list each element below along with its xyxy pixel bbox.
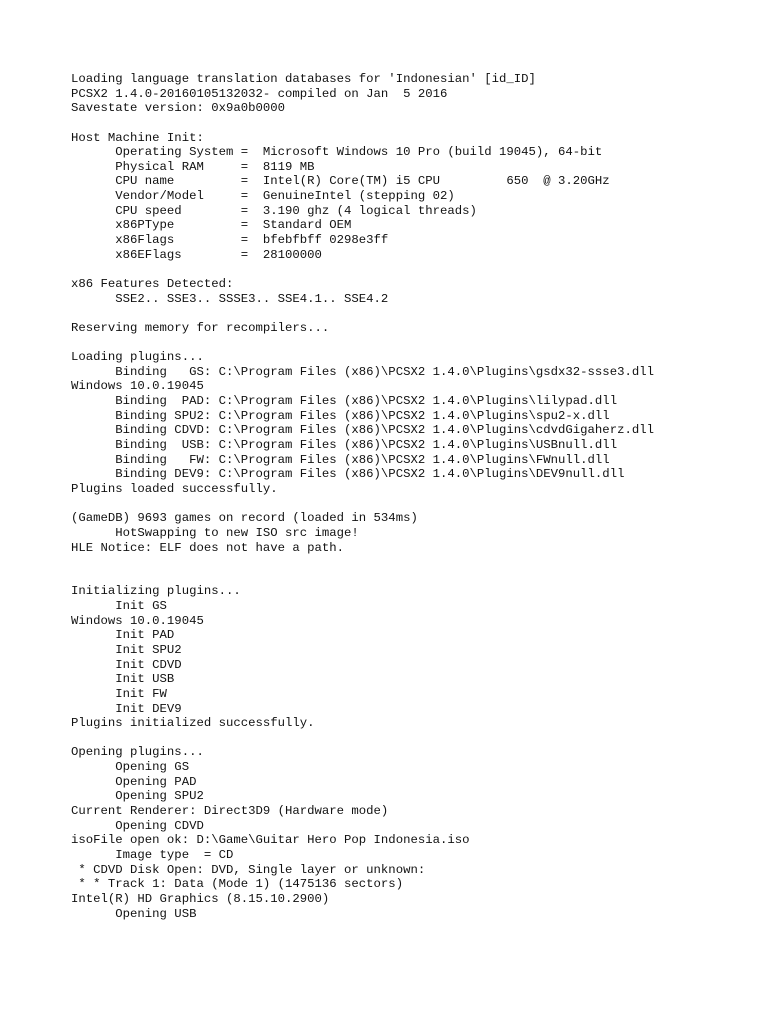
- log-line: Init DEV9: [71, 701, 182, 716]
- log-line: Opening plugins...: [71, 745, 204, 760]
- log-line: Intel(R) HD Graphics (8.15.10.2900): [71, 891, 330, 906]
- log-line: Current Renderer: Direct3D9 (Hardware mode): [71, 804, 389, 819]
- log-line: [71, 731, 751, 746]
- log-line: Binding USB: C:\Program Files (x86)\PCSX2 1.4.0\Plugins\USBnull.dll: [71, 438, 618, 453]
- log-line: Loading language translation databases for 'Indonesian' [id_ID]: [71, 72, 536, 86]
- log-line: Host Machine Init:: [71, 130, 204, 145]
- log-line: Opening GS: [71, 760, 190, 775]
- log-line: Plugins initialized successfully.: [71, 716, 315, 731]
- log-line: Loading plugins...: [71, 350, 204, 365]
- log-line: Init PAD: [71, 628, 175, 643]
- log-line: Physical RAM = 8119 MB: [71, 159, 315, 174]
- console-log: [71, 72, 751, 921]
- log-line: PCSX2 1.4.0-20160105132032- compiled on Jan 5 2016: [71, 86, 448, 101]
- log-line: Windows 10.0.19045: [71, 613, 204, 628]
- log-line: (GameDB) 9693 games on record (loaded in 534ms): [71, 511, 418, 526]
- log-line: x86PType = Standard OEM: [71, 218, 352, 233]
- log-line: isoFile open ok: D:\Game\Guitar Hero Pop Indonesia.iso: [71, 833, 470, 848]
- log-line: [71, 570, 751, 585]
- log-line: Opening SPU2: [71, 789, 204, 804]
- log-line: HLE Notice: ELF does not have a path.: [71, 540, 345, 555]
- log-line: Init CDVD: [71, 657, 182, 672]
- log-line: Plugins loaded successfully.: [71, 481, 278, 496]
- log-line: Binding CDVD: C:\Program Files (x86)\PCSX2 1.4.0\Plugins\cdvdGigaherz.dll: [71, 423, 654, 438]
- log-line: [71, 336, 751, 351]
- log-line: * * Track 1: Data (Mode 1) (1475136 sectors): [71, 877, 404, 892]
- log-line: Operating System = Microsoft Windows 10 Pro (build 19045), 64-bit: [71, 145, 603, 160]
- log-line: [71, 262, 751, 277]
- log-line: Binding FW: C:\Program Files (x86)\PCSX2 1.4.0\Plugins\FWnull.dll: [71, 452, 610, 467]
- log-line: Image type = CD: [71, 847, 234, 862]
- log-line: [71, 497, 751, 512]
- log-line: Savestate version: 0x9a0b0000: [71, 101, 286, 116]
- log-line: Init USB: [71, 672, 175, 687]
- log-line: [71, 116, 751, 131]
- log-line: Binding SPU2: C:\Program Files (x86)\PCSX2 1.4.0\Plugins\spu2-x.dll: [71, 408, 610, 423]
- log-line: Init FW: [71, 686, 167, 701]
- log-line: Binding PAD: C:\Program Files (x86)\PCSX2 1.4.0\Plugins\lilypad.dll: [71, 394, 618, 409]
- log-line: Init SPU2: [71, 642, 182, 657]
- log-line: Opening USB: [71, 906, 197, 921]
- log-line: CPU speed = 3.190 ghz (4 logical threads): [71, 203, 477, 218]
- log-line: CPU name = Intel(R) Core(TM) i5 CPU 650 @ 3.20GHz: [71, 174, 610, 189]
- log-line: Opening PAD: [71, 774, 197, 789]
- log-line: x86 Features Detected:: [71, 276, 234, 291]
- log-line: Vendor/Model = GenuineIntel (stepping 02): [71, 189, 455, 204]
- log-line: x86EFlags = 28100000: [71, 247, 322, 262]
- log-line: Init GS: [71, 599, 167, 614]
- log-line: Binding GS: C:\Program Files (x86)\PCSX2 1.4.0\Plugins\gsdx32-ssse3.dll: [71, 364, 654, 379]
- log-line: Binding DEV9: C:\Program Files (x86)\PCSX2 1.4.0\Plugins\DEV9null.dll: [71, 467, 625, 482]
- log-line: * CDVD Disk Open: DVD, Single layer or unknown:: [71, 862, 426, 877]
- log-line: Reserving memory for recompilers...: [71, 320, 330, 335]
- log-line: HotSwapping to new ISO src image!: [71, 525, 359, 540]
- log-line: SSE2.. SSE3.. SSSE3.. SSE4.1.. SSE4.2: [71, 291, 389, 306]
- log-line: [71, 555, 751, 570]
- log-line: Initializing plugins...: [71, 584, 241, 599]
- log-line: Windows 10.0.19045: [71, 379, 204, 394]
- log-line: Opening CDVD: [71, 818, 204, 833]
- log-line: x86Flags = bfebfbff 0298e3ff: [71, 233, 389, 248]
- log-line: [71, 306, 751, 321]
